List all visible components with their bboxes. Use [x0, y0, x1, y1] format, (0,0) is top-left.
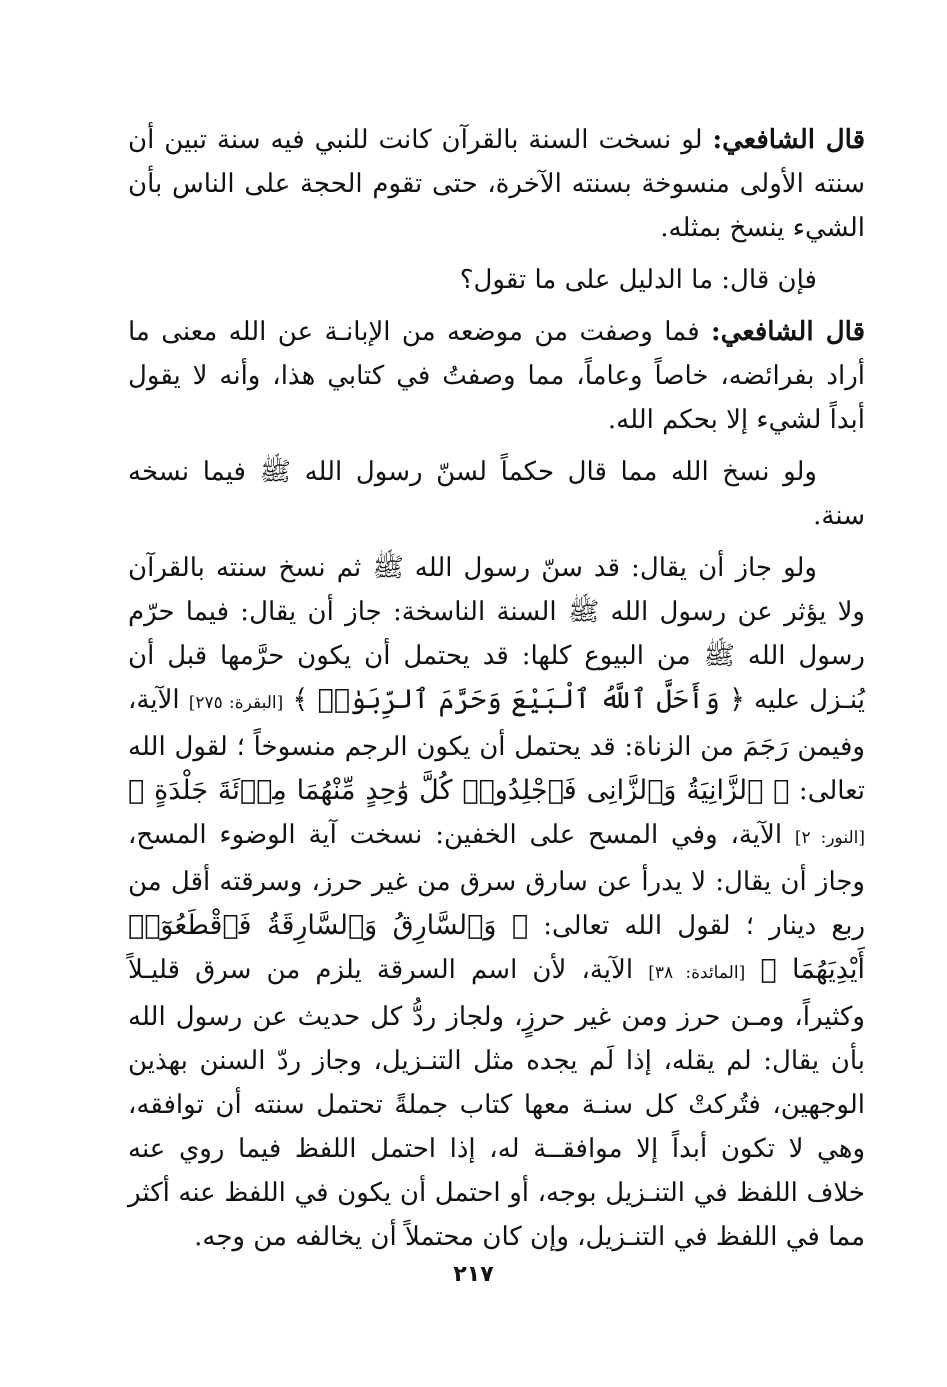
verse-reference-nur: [النور: ٢] [794, 828, 865, 848]
quran-verse-nur: ﴿ ٱلزَّانِيَةُ وَٱلزَّانِى فَٱجْلِدُوا۟ كُلَّ وَٰحِدٍ مِّنْهُمَا مِا۟ئَةَ جَلْدَةٍ ﴾ [128, 775, 790, 806]
text-segment: ولو جاز أن يقال: قد سنّ رسول الله ﷺ ثم نسخ سنته بالقرآن ولا يؤثر عن رسول الله ﷺ السنة الناسخة: جاز أن يقال: فيما حرّم رسول الله ﷺ من البيوع كلها: قد يحتمل أن يكون حرَّمها قبل أن يُنـزل عليه [128, 553, 865, 715]
text-segment: الآية، لأن اسم السرقة يلزم من سرق قليـلاً وكثيراً، ومـن حرز ومن غير حرزٍ، ولجاز ردُّ كل حديث عن رسول الله بأن يقال: لم يقله، إذا لَم يجده مثل التنـزيل، وجاز ردّ السنن بهذين الوجهين، فتُركتْ كل سنـة معها كتاب جملةً تحتمل سنته أن توافقه، وهي لا تكون أبداً إلا موافقــة له، إذا احتمل اللفظ فيما روي عنه خلاف اللفظ في التنـزيل بوجه، أو احتمل أن يكون في اللفظ عنه أكثر مما في اللفظ في التنـزيل، وإن كان محتملاً أن يخالفه من وجه. [128, 955, 865, 1252]
verse-reference-maidah: [المائدة: ٣٨] [648, 963, 746, 983]
paragraph-question [128, 258, 865, 302]
text-segment: الآية، وفي المسح على الخفين: نسخت آية الوضوء المسح، وجاز أن يقال: لا يدرأ عن سارق سرق من غير حرز، وسرقته أقل من ربع دينار ؛ لقول الله تعالى: [128, 820, 866, 941]
paragraph-text: لو نسخت السنة بالقرآن كانت للنبي فيه سنة تبين أن سنته الأولى منسوخة بسنته الآخرة، حتى تقوم الحجة على الناس بأن الشيء ينسخ بمثله. [128, 125, 865, 243]
paragraph-text: فما وصفت من موضعه من الإبانـة عن الله معنى ما أراد بفرائضه، خاصاً وعاماً، مما وصفتُ في كتابي هذا، وأنه لا يقول أبداً لشيء إلا بحكم الله. [128, 317, 865, 435]
page-body [128, 118, 865, 1267]
quran-verse-baqarah: ﴿ وَأَحَلَّ ٱللَّهُ ٱلْبَيْعَ وَحَرَّمَ ٱلرِّبَوٰا۟ ﴾ [292, 684, 745, 715]
paragraph-text: فإن قال: ما الدليل على ما تقول؟ [459, 265, 817, 295]
speaker-label: قال الشافعي: [712, 125, 866, 155]
text-segment: الآية، وفيمن رَجَمَ من الزناة: قد يحتمل أن يكون الرجم منسوخاً ؛ لقول الله تعالى: [128, 685, 865, 806]
quran-verse-maidah: ﴿ وَٱلسَّارِقُ وَٱلسَّارِقَةُ فَٱقْطَعُوٓا۟ أَيْدِيَهُمَا ﴾ [128, 910, 865, 985]
page-number: ٢١٧ [453, 1262, 494, 1287]
verse-reference-baqarah: [البقرة: ٢٧٥] [188, 693, 284, 713]
paragraph-shafii-2 [128, 310, 865, 442]
speaker-label: قال الشافعي: [711, 317, 865, 347]
text-segment [745, 955, 760, 985]
text-segment [283, 685, 292, 715]
paragraph-shafii-1 [128, 118, 865, 250]
paragraph-argument [128, 546, 865, 1259]
paragraph-text: ولو نسخ الله مما قال حكماً لسنّ رسول الله ﷺ فيما نسخه سنة. [128, 457, 865, 531]
paragraph-naskh [128, 450, 865, 538]
